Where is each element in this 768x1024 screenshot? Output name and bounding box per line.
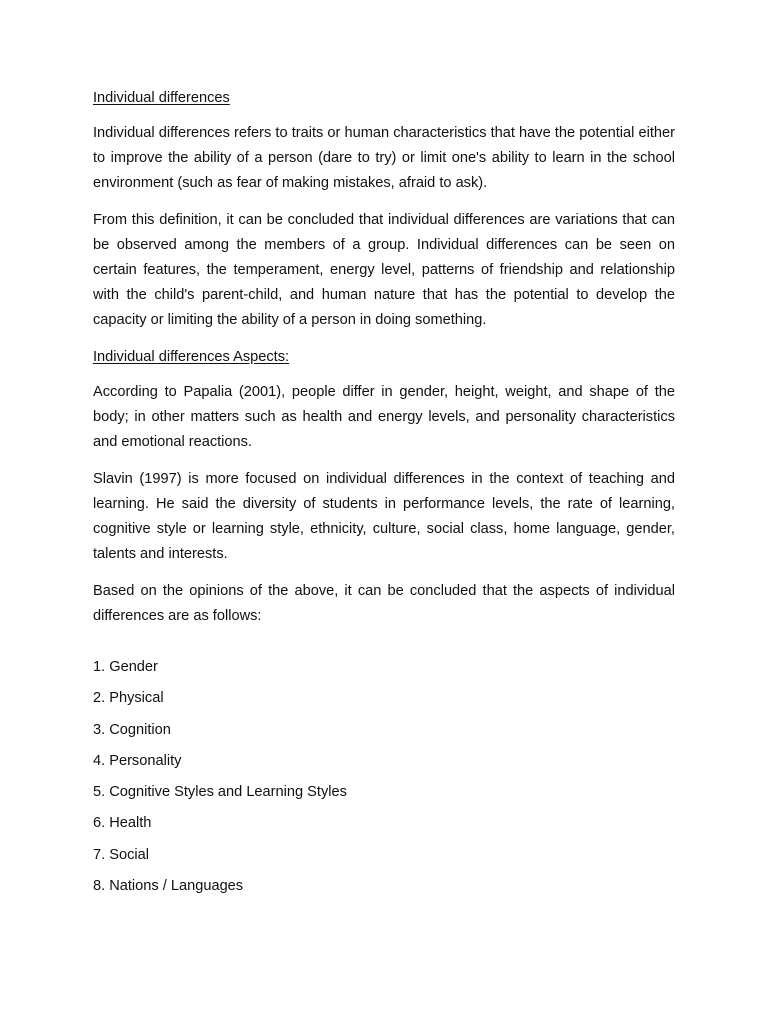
section-heading-aspects: Individual differences Aspects: <box>93 349 290 365</box>
paragraph-slavin: Slavin (1997) is more focused on individual differences in the context of teaching and learning. He said the diversity of students in performance levels, the rate of learning, cognitive style or learning style, ethnicity, culture, social class, home language, gender, talents and interests. <box>93 471 675 562</box>
document-page <box>93 86 675 905</box>
aspects-list <box>93 655 675 899</box>
list-item: 8. Nations / Languages <box>93 878 244 895</box>
paragraph-definition: Individual differences refers to traits or human characteristics that have the potential either to improve the ability of a person (dare to try) or limit one's ability to learn in the school environment (such as fear of making mistakes, afraid to ask). <box>93 125 675 191</box>
paragraph-summary: Based on the opinions of the above, it can be concluded that the aspects of individual differences are as follows: <box>93 583 675 624</box>
paragraph-papalia: According to Papalia (2001), people differ in gender, height, weight, and shape of the body; in other matters such as health and energy levels, and personality characteristics and emotional reactions. <box>93 384 675 450</box>
section-heading-individual-differences: Individual differences <box>93 90 230 106</box>
paragraph-conclusion: From this definition, it can be concluded that individual differences are variations that can be observed among the members of a group. Individual differences can be seen on certain features, the temperament, energy level, patterns of friendship and relationship with the child's parent-child, and human nature that has the potential to develop the capacity or limiting the ability of a person in doing something. <box>93 212 675 328</box>
list-item: 2. Physical <box>93 690 164 707</box>
list-item: 1. Gender <box>93 659 158 675</box>
list-item: 7. Social <box>93 846 149 863</box>
list-item: 5. Cognitive Styles and Learning Styles <box>93 784 347 801</box>
list-item: 3. Cognition <box>93 721 171 738</box>
list-item: 6. Health <box>93 815 152 832</box>
list-item: 4. Personality <box>93 752 182 769</box>
